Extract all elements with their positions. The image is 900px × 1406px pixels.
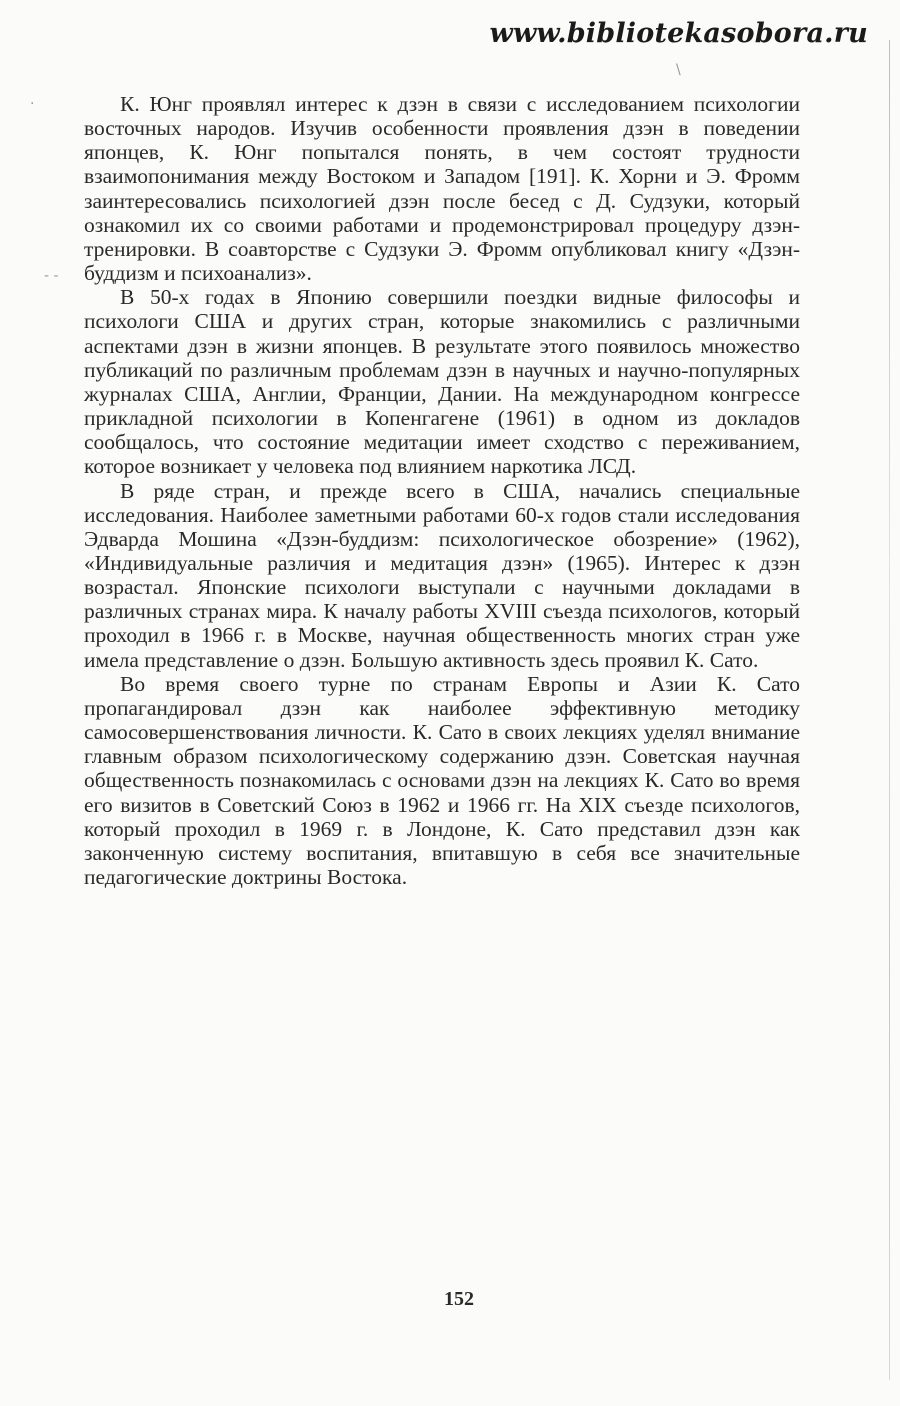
site-watermark: www.bibliotekasobora.ru: [489, 18, 868, 49]
scan-speck: ·: [30, 96, 35, 112]
scan-speck: - -: [44, 268, 59, 284]
page-edge-shadow: [889, 40, 890, 1380]
scan-speck: \: [676, 62, 681, 78]
paragraph-fifties: В 50-х годах в Японию совершили поездки видные философы и психологи США и других стран, которые знакомились с различными аспектами дзэн в жизни японцев. В результате этого появилось множество публикаций по различным проблемам дзэн в научных и научно-популярных журналах США, Англии, Франции, Дании. На международном конгрессе прикладной психологии в Копенгагене (1961) в одном из докладов сообщалось, что состояние медитации имеет сходство с переживанием, которое возникает у человека под влиянием наркотика ЛСД.: [84, 285, 800, 479]
paragraph-sato: Во время своего турне по странам Европы и Азии К. Сато пропагандировал дзэн как наиболее эффективную методику самосовершенствования личности. К. Сато в своих лекциях уделял внимание главным образом психологическому содержанию дзэн. Советская научная общественность познакомилась с основами дзэн на лекциях К. Сато во время его визитов в Советский Союз в 1962 и 1966 гг. На XIX съезде психологов, который проходил в 1969 г. в Лондоне, К. Сато представил дзэн как законченную систему воспитания, впитавшую в себя все значительные педагогические доктрины Востока.: [84, 671, 800, 889]
paragraph-research: В ряде стран, и прежде всего в США, начались специальные исследования. Наиболее заметными работами 60-х годов стали исследования Эдварда Мошина «Дзэн-буддизм: психологическое обозрение» (1962), «Индивидуальные различия и медитация дзэн» (1965). Интерес к дзэн возрастал. Японские психологи выступали с научными докладами в различных странах мира. К началу работы XVIII съезда психологов, который проходил в 1966 г. в Москве, научная общественность многих стран уже имела представление о дзэн. Большую активность здесь проявил К. Сато.: [84, 478, 800, 672]
body-text: [84, 92, 800, 889]
paragraph-jung: К. Юнг проявлял интерес к дзэн в связи с исследованием психологии восточных народов. Изучив особенности проявления дзэн в поведении японцев, К. Юнг попытался понять, в чем состоят трудности взаимопонимания между Востоком и Западом [191]. К. Хорни и Э. Фромм заинтересовались психологией дзэн после бесед с Д. Судзуки, который ознакомил их со своими работами и продемонстрировал процедуру дзэн-тренировки. В соавторстве с Судзуки Э. Фромм опубликовал книгу «Дзэн-буддизм и психоанализ».: [84, 92, 800, 286]
page-number: 152: [444, 1288, 474, 1310]
